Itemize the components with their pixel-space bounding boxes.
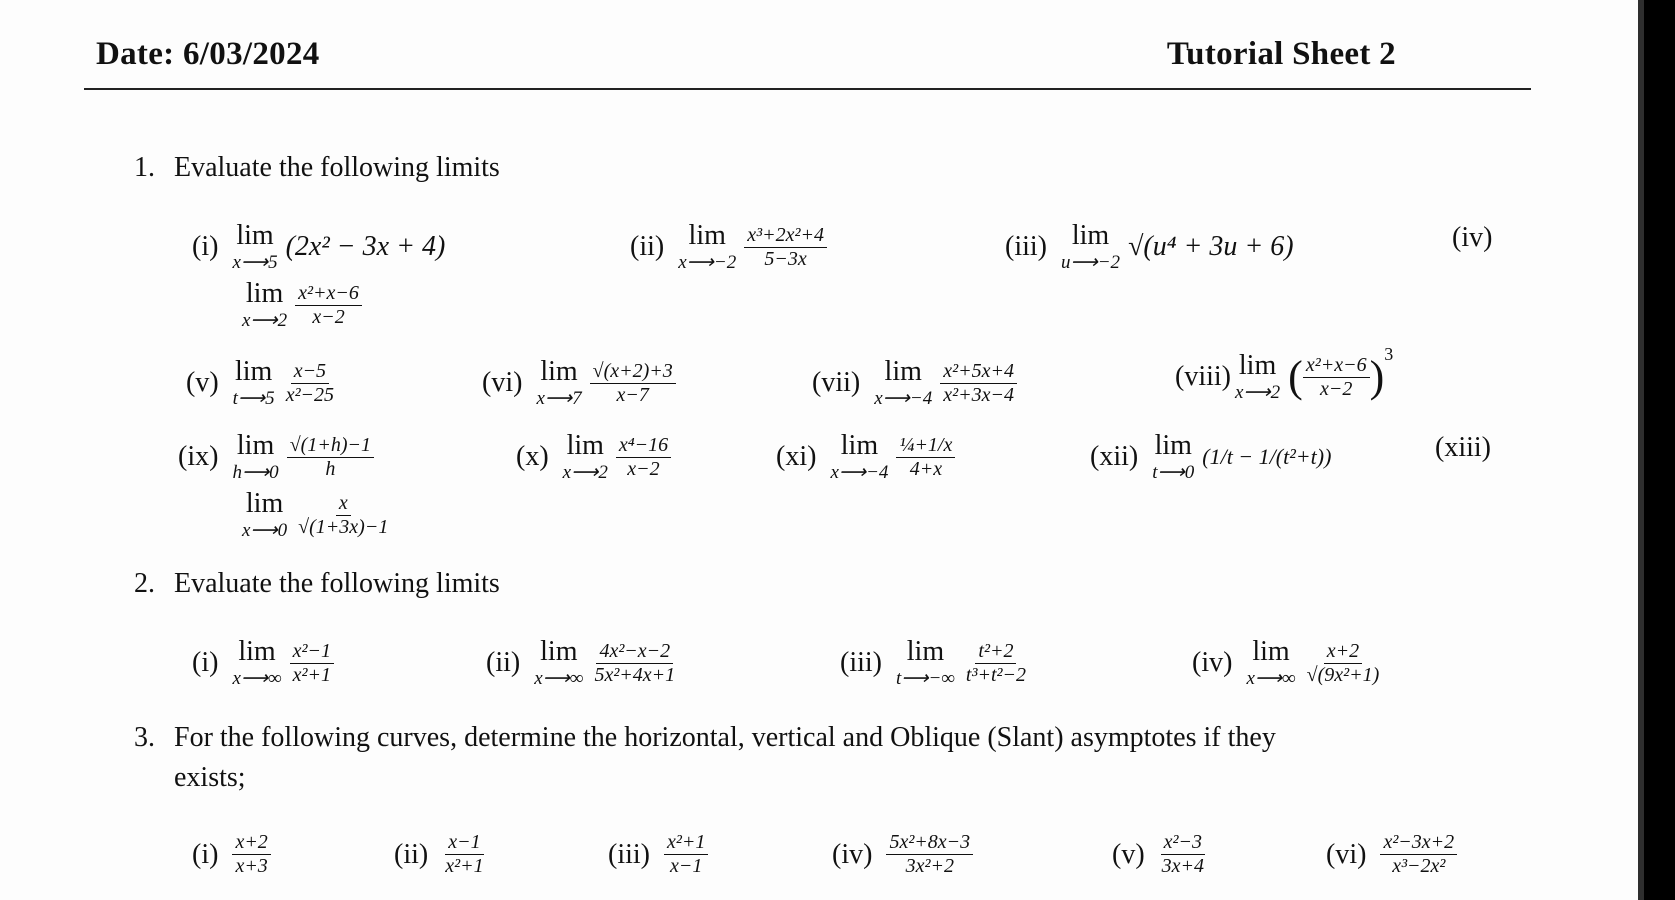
question-2-heading: 2. Evaluate the following limits — [134, 568, 500, 599]
q1-item-xiii-label: (xiii) — [1435, 432, 1491, 463]
q1-item-vi: (vi) lim x⟶7 $\frac{√(x+2)+3}{x-7}$ — [482, 358, 676, 408]
q2-item-ii: (ii) lim x⟶∞ $\frac{\text{4x²−x−2}}{\text{5x²+4x+1}}$ — [486, 636, 676, 689]
question-1-heading: 1. Evaluate the following limits — [134, 152, 500, 183]
q1-item-viii: (viii) lim x⟶2 ( $\frac{\text{x²+x−6}}{x-2}$ ) 3 — [1175, 344, 1394, 403]
q1-item-ix: (ix) lim h⟶0 $\frac{√(1+h)-1}{h}$ — [178, 432, 374, 482]
q1-item-iv-label: (iv) — [1452, 222, 1493, 253]
q2-item-i: (i) lim x⟶∞ $\frac{\text{x²−1}}{\text{x²+1}}$ — [192, 638, 334, 688]
q3-item-i: (i) $\frac{x+2}{x+3}$ — [192, 832, 271, 877]
q1-item-vii: (vii) lim x⟶−4 $\frac{\text{x²+5x+4}}{\text{x²+3x−4}}$ — [812, 358, 1017, 408]
q3-item-v: (v) $\frac{\text{x²−3}}{3x+4}$ — [1112, 831, 1205, 877]
q1-item-iv: lim x⟶2 $\frac{\text{x²+x−6}}{x-2}$ — [242, 280, 362, 330]
q3-item-vi: (vi) $\frac{\text{x²−3x+2}}{\text{x³−2x²}}$ — [1326, 832, 1457, 877]
q3-item-iii: (iii) $\frac{\text{x²+1}}{x-1}$ — [608, 832, 708, 877]
q1-item-x: (x) lim x⟶2 $\frac{\text{x⁴−16}}{x-2}$ — [516, 432, 671, 482]
date-header: Date: 6/03/2024 — [96, 36, 320, 72]
q2-item-iv: (iv) lim x⟶∞ $\frac{x+2}{\text{√(9x²+1)}}$ — [1192, 636, 1380, 689]
q3-item-ii: (ii) $\frac{x-1}{\text{x²+1}}$ — [394, 831, 484, 877]
q1-item-xiii: lim x⟶0 $\frac{x}{√(1+3x)-1}$ — [242, 488, 389, 541]
q1-item-iii: (iii) lim u⟶−2 √(u⁴ + 3u + 6) — [1005, 220, 1294, 273]
q1-item-v: (v) lim t⟶5 $\frac{x-5}{\text{x²−25}}$ — [186, 356, 335, 409]
question-3-heading-cont: exists; — [174, 762, 246, 793]
q1-item-xii: (xii) lim t⟶0 (1/t − 1/(t²+t)) — [1090, 430, 1332, 483]
header-rule — [84, 88, 1531, 90]
viewer-rail-edge — [1638, 0, 1644, 900]
sheet-title: Tutorial Sheet 2 — [1166, 36, 1396, 72]
q3-item-iv: (iv) $\frac{\text{5x²+8x−3}}{\text{3x²+2}}$ — [832, 832, 973, 877]
q1-item-ii: (ii) lim x⟶−2 $\frac{\text{x³+2x²+4}}{5-3x}$ — [630, 222, 827, 272]
q1-item-xi: (xi) lim x⟶−4 $\frac{\text{¼+1/x}}{4+x}$ — [776, 432, 955, 482]
question-3-heading: 3. For the following curves, determine the horizontal, vertical and Oblique (Slant) asymptotes if they — [134, 722, 1276, 753]
q1-item-i: (i) lim x⟶5 (2x² − 3x + 4) — [192, 220, 446, 273]
q2-item-iii: (iii) lim t⟶−∞ $\frac{\text{t²+2}}{\text{t³+t²−2}}$ — [840, 636, 1026, 689]
